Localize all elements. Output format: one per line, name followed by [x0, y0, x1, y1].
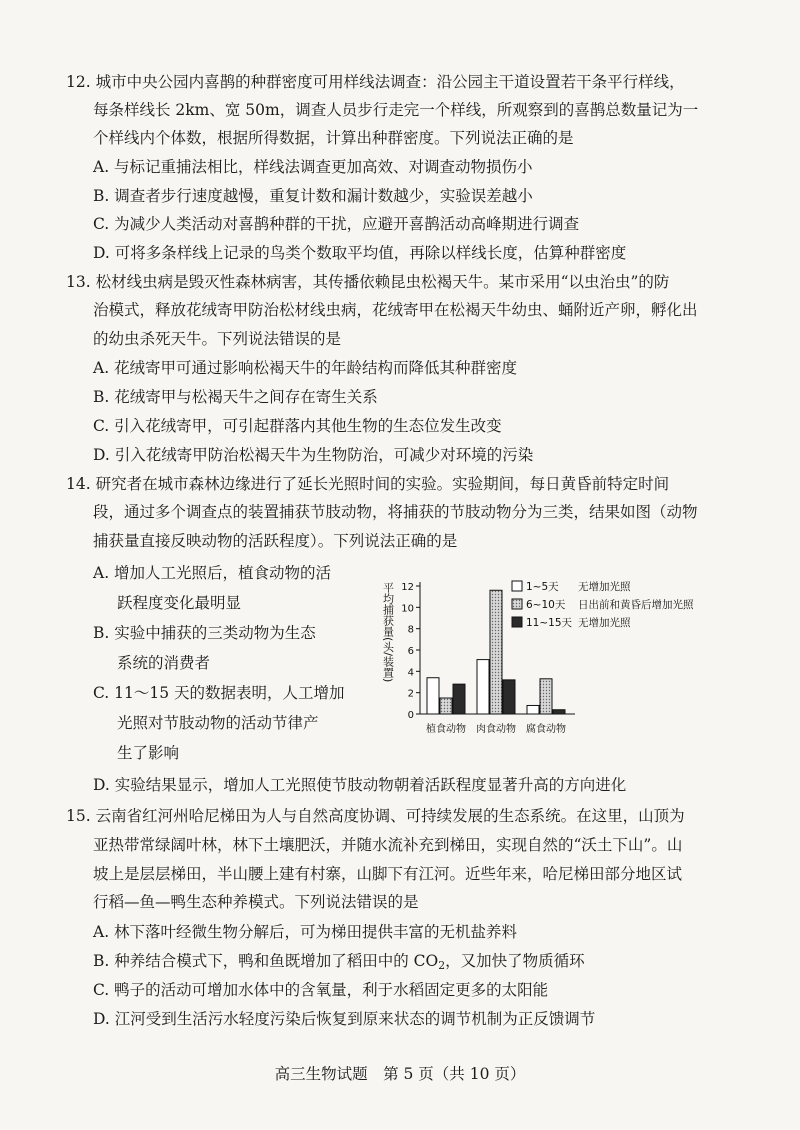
bar-1-1 — [490, 590, 502, 714]
q15-option-b — [93, 951, 585, 973]
q15-stem-line-3: 坡上是层层梯田，半山腰上建有村寨，山脚下有江河。近些年来，哈尼梯田部分地区试 — [93, 865, 683, 883]
bar-0-1 — [440, 698, 452, 714]
q14-stem-line-1: 14. 研究者在城市森林边缘进行了延长光照时间的实验。实验期间，每日黄昏前特定时间 — [66, 475, 670, 493]
legend-note: 日出前和黄昏后增加光照 — [578, 599, 694, 611]
q13-stem-line-2: 治模式，释放花绒寄甲防治松材线虫病，花绒寄甲在松褐天牛幼虫、蛹附近产卵，孵化出 — [93, 301, 698, 319]
y-tick-label: 12 — [401, 582, 414, 593]
q14-option-c-line-1: C. 11～15 天的数据表明，人工增加 — [93, 684, 345, 702]
q12-stem-line-3: 个样线内个体数，根据所得数据，计算出种群密度。下列说法正确的是 — [93, 129, 574, 147]
q15-stem-line-1: 15. 云南省红河州哈尼梯田为人与自然高度协调、可持续发展的生态系统。在这里，山顶为 — [66, 807, 685, 825]
y-axis-label: 平均捕获量(头/装置) — [381, 582, 395, 683]
q13-option-a: A. 花绒寄甲可通过影响松褐天牛的年龄结构而降低其种群密度 — [93, 359, 518, 377]
q15-option-b-text: B. 种养结合模式下，鸭和鱼既增加了稻田中的 CO — [93, 952, 439, 970]
page-footer: 高三生物试题 第 5 页（共 10 页） — [274, 1065, 526, 1083]
legend-note: 无增加光照 — [578, 581, 631, 593]
q12-option-c: C. 为减少人类活动对喜鹊种群的干扰，应避开喜鹊活动高峰期进行调查 — [93, 215, 580, 233]
y-tick-label: 0 — [407, 710, 414, 721]
q14-stem-line-3: 捕获量直接反映动物的活跃程度）。下列说法正确的是 — [93, 532, 458, 550]
legend-swatch — [512, 581, 522, 591]
legend-label: 1~5天 — [526, 581, 559, 593]
q14-bar-chart — [380, 572, 750, 744]
q13-option-b: B. 花绒寄甲与松褐天牛之间存在寄生关系 — [93, 388, 378, 406]
legend-swatch — [512, 617, 522, 627]
q13-option-d: D. 引入花绒寄甲防治松褐天牛为生物防治，可减少对环境的污染 — [93, 446, 534, 464]
y-tick-label: 10 — [401, 603, 414, 615]
legend-swatch — [512, 599, 522, 609]
q12-stem-line-2: 每条样线长 2km、宽 50m，调查人员步行走完一个样线，所观察到的喜鹊总数量记为一 — [93, 101, 699, 119]
bar-1-0 — [477, 660, 489, 714]
x-tick-label: 植食动物 — [426, 724, 466, 735]
q12-option-b: B. 调查者步行速度越慢，重复计数和漏计数越少，实验误差越小 — [93, 187, 533, 205]
q13-stem-line-3: 的幼虫杀死天牛。下列说法错误的是 — [93, 330, 342, 348]
q13-option-c: C. 引入花绒寄甲，可引起群落内其他生物的生态位发生改变 — [93, 417, 502, 435]
q12-stem-line-1: 12. 城市中央公园内喜鹊的种群密度可用样线法调查：沿公园主干道设置若干条平行样线， — [66, 73, 685, 91]
legend-note: 无增加光照 — [578, 617, 631, 629]
bar-0-2 — [453, 684, 465, 714]
q15-stem-line-4: 行稻—鱼—鸭生态种养模式。下列说法错误的是 — [93, 893, 419, 911]
q15-option-a: A. 林下落叶经微生物分解后，可为梯田提供丰富的无机盐养料 — [93, 923, 518, 941]
q14-option-a-line-2: 跃程度变化最明显 — [117, 594, 242, 612]
bar-2-1 — [540, 679, 552, 714]
legend-label: 11~15天 — [526, 617, 573, 629]
q15-option-b-tail: ，又加快了物质循环 — [445, 952, 585, 970]
q14-option-c-line-3: 生了影响 — [117, 744, 180, 762]
y-tick-label: 4 — [407, 667, 414, 679]
y-tick-label: 6 — [407, 646, 414, 657]
x-tick-label: 腐食动物 — [526, 724, 566, 735]
q14-stem-line-2: 段，通过多个调查点的装置捕获节肢动物，将捕获的节肢动物分为三类，结果如图（动物 — [93, 503, 698, 521]
q15-option-c: C. 鸭子的活动可增加水体中的含氧量，利于水稻固定更多的太阳能 — [93, 981, 549, 999]
q13-stem-line-1: 13. 松材线虫病是毁灭性森林病害，其传播依赖昆虫松褐天牛。某市采用“以虫治虫”的防 — [66, 273, 670, 291]
q12-option-a: A. 与标记重捕法相比，样线法调查更加高效、对调查动物损伤小 — [93, 158, 533, 176]
co2-subscript: 2 — [438, 959, 446, 973]
q14-option-a-line-1: A. 增加人工光照后，植食动物的活 — [93, 564, 332, 582]
bar-2-2 — [553, 710, 565, 714]
q14-option-b-line-1: B. 实验中捕获的三类动物为生态 — [93, 624, 316, 642]
q15-stem-line-2: 亚热带常绿阔叶林，林下土壤肥沃，并随水流补充到梯田，实现自然的“沃土下山”。山 — [93, 836, 683, 854]
q12-option-d: D. 可将多条样线上记录的鸟类个数取平均值，再除以样线长度，估算种群密度 — [93, 244, 627, 262]
bar-0-0 — [427, 678, 439, 714]
q14-option-c-line-2: 光照对节肢动物的活动节律产 — [117, 714, 319, 732]
q15-option-d: D. 江河受到生活污水轻度污染后恢复到原来状态的调节机制为正反馈调节 — [93, 1010, 596, 1028]
q14-option-b-line-2: 系统的消费者 — [117, 654, 211, 672]
x-tick-label: 肉食动物 — [476, 724, 516, 735]
bar-1-2 — [503, 680, 515, 714]
y-tick-label: 8 — [407, 624, 414, 636]
y-tick-label: 2 — [407, 688, 414, 700]
q14-option-d: D. 实验结果显示，增加人工光照使节肢动物朝着活跃程度显著升高的方向进化 — [93, 776, 627, 794]
legend-label: 6~10天 — [526, 599, 566, 611]
bar-2-0 — [527, 705, 539, 714]
